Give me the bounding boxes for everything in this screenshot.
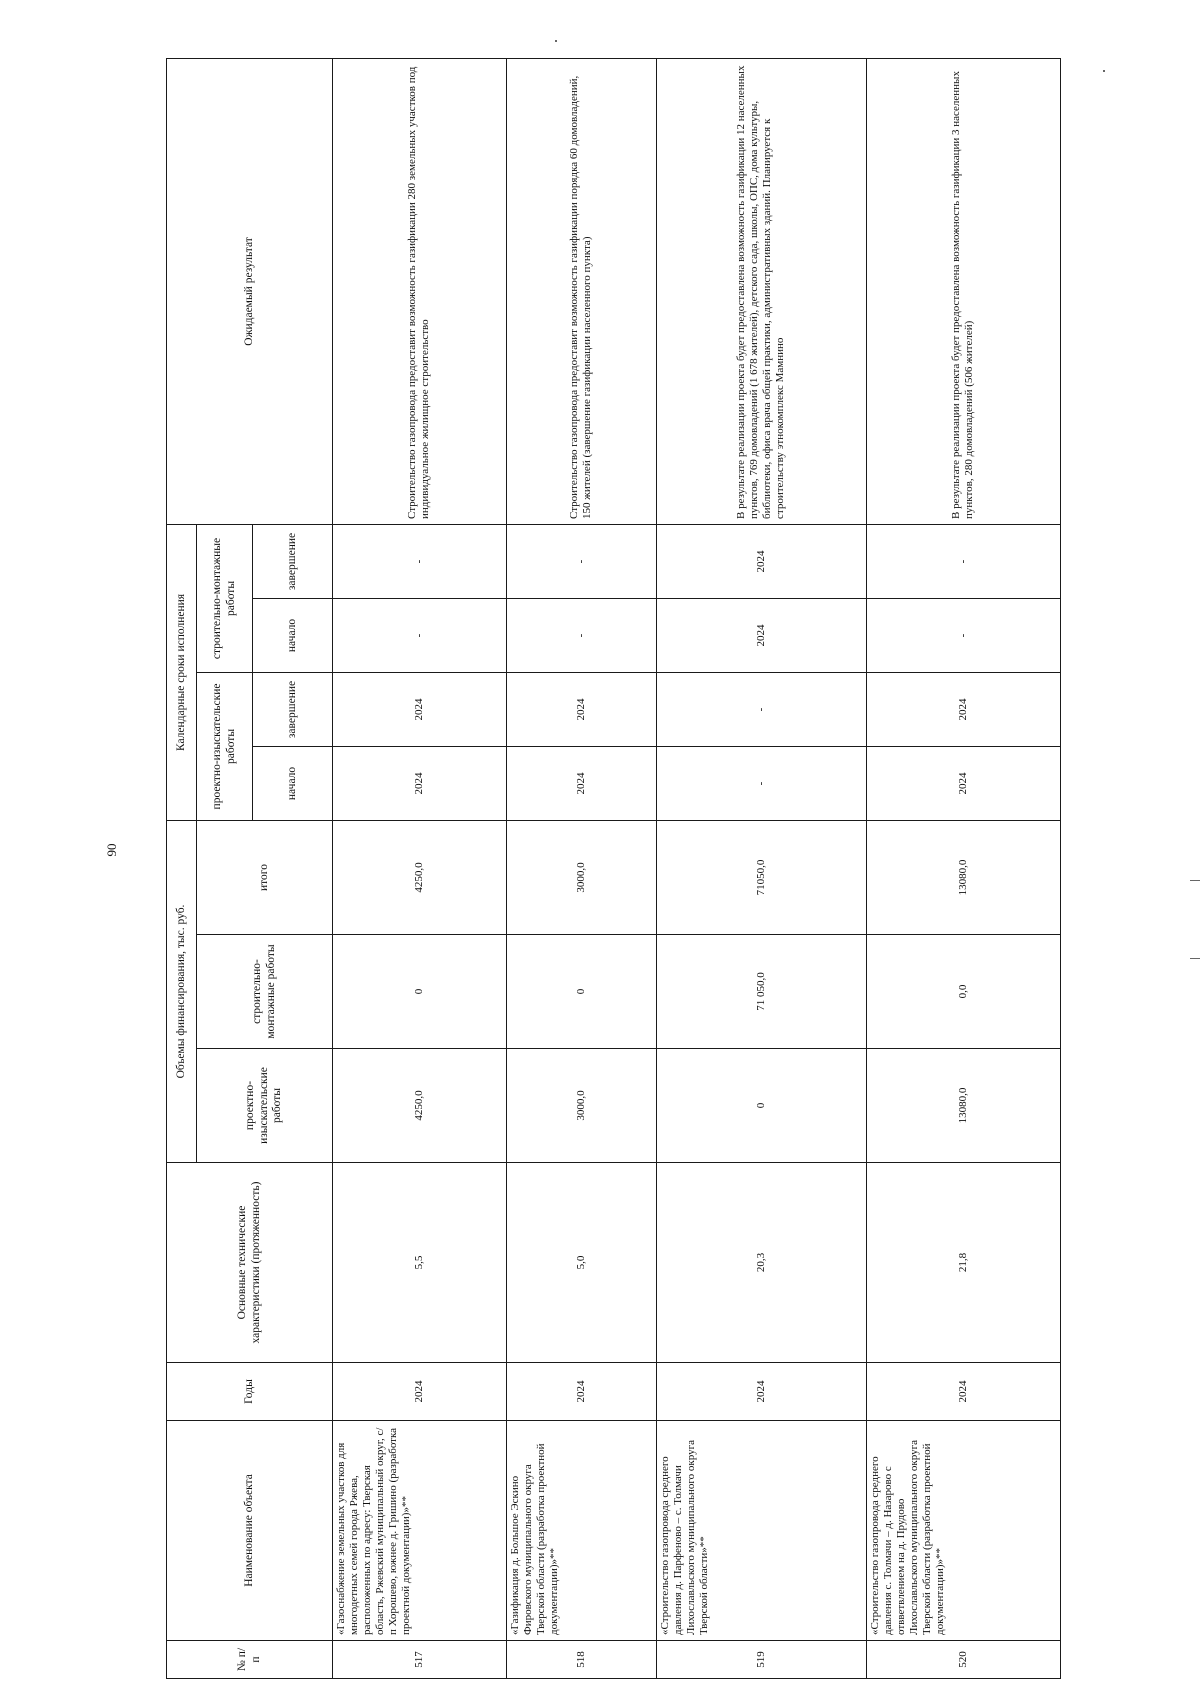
cell-financing-total: 71050,0	[657, 820, 867, 934]
table-row	[507, 58, 657, 1678]
cell-financing-design: 3000,0	[507, 1049, 657, 1163]
cell-design-start: -	[657, 746, 867, 820]
cell-financing-design: 13080,0	[867, 1049, 1061, 1163]
cell-financing-design: 0	[657, 1049, 867, 1163]
cell-construction-start: -	[507, 598, 657, 672]
cell-construction-end: 2024	[657, 524, 867, 598]
cell-years: 2024	[333, 1363, 507, 1421]
cell-design-end: 2024	[867, 672, 1061, 746]
cell-financing-construction: 0	[507, 935, 657, 1049]
gasification-objects-table	[166, 58, 1061, 1679]
rotated-table-wrapper	[166, 59, 1060, 1679]
header-design-end: завершение	[253, 672, 333, 746]
cell-result: Строительство газопровода предоставит возможность газификации 280 земельных участков под индивидуальное жилищное строительство	[333, 58, 507, 524]
cell-object-name: «Газоснабжение земельных участков для многодетных семей города Ржева, расположенных по адресу: Тверская область, Ржевский муниципальный округ, с/п Хорошево, южнее д. Гришино (разработка проектной документации)»**	[333, 1421, 507, 1641]
header-financing-total: итого	[197, 820, 333, 934]
table-row	[867, 58, 1061, 1678]
cell-result: Строительство газопровода предоставит возможность газификации порядка 60 домовладений, 150 жителей (завершение газификации населенного пункта)	[507, 58, 657, 524]
cell-no: 518	[507, 1641, 657, 1679]
cell-no: 517	[333, 1641, 507, 1679]
cell-financing-construction: 71 050,0	[657, 935, 867, 1049]
cell-years: 2024	[867, 1363, 1061, 1421]
cell-years: 2024	[657, 1363, 867, 1421]
cell-length: 21,8	[867, 1163, 1061, 1363]
cell-financing-construction: 0,0	[867, 935, 1061, 1049]
cell-construction-start: -	[867, 598, 1061, 672]
cell-construction-end: -	[333, 524, 507, 598]
cell-design-start: 2024	[867, 746, 1061, 820]
header-financing-design: проектно-изыскательские работы	[197, 1049, 333, 1163]
header-no: № п/п	[167, 1641, 333, 1679]
scan-mark	[1190, 958, 1200, 959]
cell-construction-start: 2024	[657, 598, 867, 672]
cell-design-start: 2024	[507, 746, 657, 820]
header-financing-construction: строительно-монтажные работы	[197, 935, 333, 1049]
cell-length: 5,5	[333, 1163, 507, 1363]
header-schedule-construction: строительно-монтажные работы	[197, 524, 253, 672]
header-schedule-group: Календарные сроки исполнения	[167, 524, 197, 820]
cell-result: В результате реализации проекта будет предоставлена возможность газификации 3 населенных пунктов, 280 домовладений (506 жителей)	[867, 58, 1061, 524]
page-number: 90	[104, 843, 119, 857]
cell-design-end: 2024	[507, 672, 657, 746]
header-schedule-design: проектно-изыскательские работы	[197, 672, 253, 820]
header-financing-group: Объемы финансирования, тыс. руб.	[167, 820, 197, 1162]
scan-mark	[555, 40, 557, 42]
cell-design-end: -	[657, 672, 867, 746]
cell-length: 20,3	[657, 1163, 867, 1363]
cell-object-name: «Строительство газопровода среднего давления с. Толмачи – д. Назарово с отвветвлением на д. Прудово Лихославльского муниципального округа Тверской области (разработка проектной документации)»**	[867, 1421, 1061, 1641]
cell-length: 5,0	[507, 1163, 657, 1363]
cell-design-end: 2024	[333, 672, 507, 746]
header-years: Годы	[167, 1363, 333, 1421]
scan-mark	[1190, 880, 1200, 881]
cell-financing-total: 3000,0	[507, 820, 657, 934]
cell-no: 520	[867, 1641, 1061, 1679]
header-object-name: Наименование объекта	[167, 1421, 333, 1641]
cell-financing-total: 13080,0	[867, 820, 1061, 934]
cell-financing-total: 4250,0	[333, 820, 507, 934]
cell-no: 519	[657, 1641, 867, 1679]
cell-result: В результате реализации проекта будет предоставлена возможность газификации 12 населенных пунктов, 769 домовладений (1 678 жителей), детского сада, школы, ОПС, дома культуры, библиотеки, офиса врача общей практики, административных зданий. Планируется к строительству этнокомплекс Мамнино	[657, 58, 867, 524]
header-row	[167, 58, 197, 1678]
cell-construction-end: -	[867, 524, 1061, 598]
table-row	[657, 58, 867, 1678]
cell-years: 2024	[507, 1363, 657, 1421]
table-row	[333, 58, 507, 1678]
cell-object-name: «Газификация д. Большое Эскино Фировского муниципального округа Тверской области (разработка проектной документации)»**	[507, 1421, 657, 1641]
header-design-start: начало	[253, 746, 333, 820]
cell-financing-design: 4250,0	[333, 1049, 507, 1163]
header-technical: Основные технические характеристики (протяженность)	[167, 1163, 333, 1363]
cell-construction-start: -	[333, 598, 507, 672]
cell-financing-construction: 0	[333, 935, 507, 1049]
cell-design-start: 2024	[333, 746, 507, 820]
cell-construction-end: -	[507, 524, 657, 598]
header-construction-start: начало	[253, 598, 333, 672]
header-result: Ожидаемый результат	[167, 58, 333, 524]
header-construction-end: завершение	[253, 524, 333, 598]
cell-object-name: «Строительство газопровода среднего давления д. Парфеново – с. Толмачи Лихославльского муниципального округа Тверской области»**	[657, 1421, 867, 1641]
scan-mark	[1103, 70, 1105, 72]
